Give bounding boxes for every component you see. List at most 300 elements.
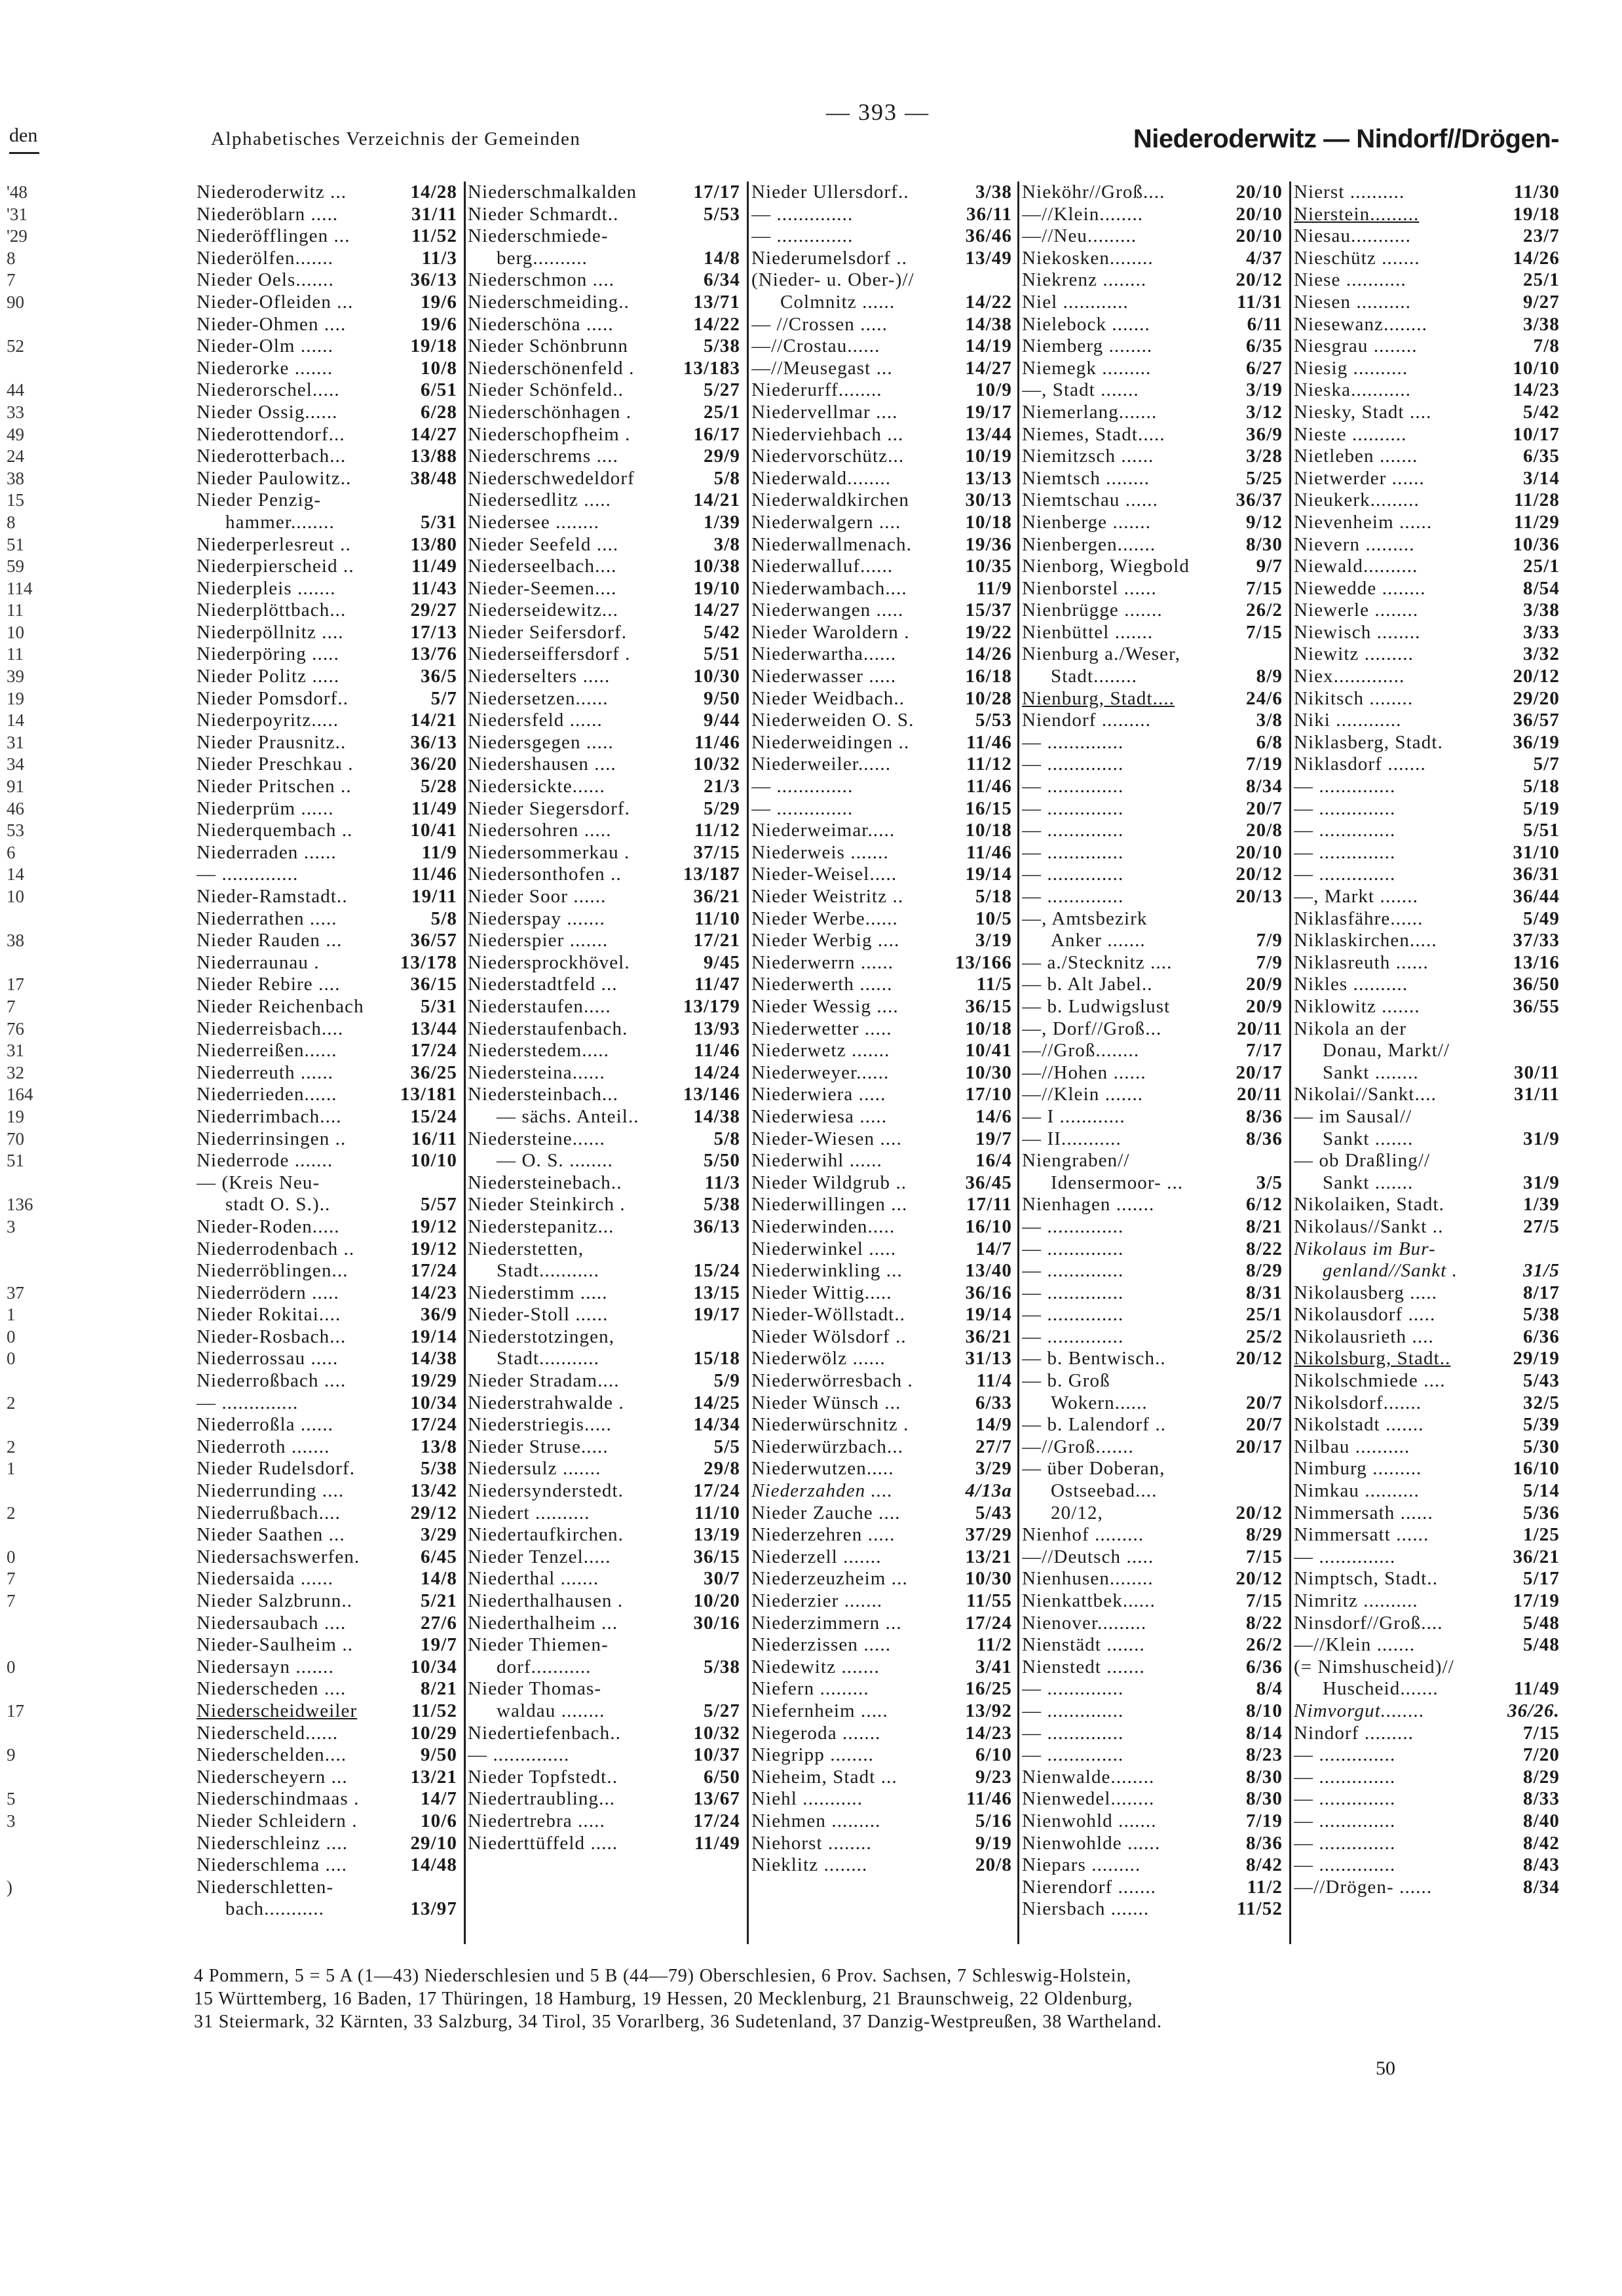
place-name: Niklasberg, Stadt. [1294, 731, 1443, 753]
region-page-reference: 36/13 [410, 269, 457, 291]
index-entry [1022, 1414, 1285, 1436]
page-number: — 393 — [826, 99, 930, 125]
region-page-reference: 19/22 [965, 621, 1012, 643]
place-name: Niederschlema .... [197, 1854, 347, 1876]
region-page-reference: 31/5 [1523, 1260, 1560, 1282]
region-page-reference: 29/8 [704, 1458, 740, 1480]
index-entry [751, 1326, 1015, 1349]
region-page-reference: 9/19 [975, 1832, 1012, 1854]
margin-fragment: 31 [7, 1041, 24, 1061]
place-name: Niederwartha...... [751, 643, 897, 665]
legend-line: 15 Württemberg, 16 Baden, 17 Thüringen, 18 Hamburg, 19 Hessen, 20 Mecklenburg, 21 Braunschweig, 22 Oldenburg, [194, 1989, 1133, 2009]
region-page-reference: 5/28 [421, 776, 457, 797]
margin-fragment [7, 1854, 52, 1877]
region-page-reference: 14/22 [965, 291, 1012, 313]
place-name: — sächs. Anteil.. [497, 1105, 639, 1127]
region-page-reference: 16/10 [1513, 1458, 1560, 1480]
place-name: Nienwohlde ...... [1022, 1832, 1161, 1854]
region-page-reference: 10/32 [693, 1722, 740, 1744]
place-name: (= Nimshuscheid)// [1294, 1656, 1454, 1677]
index-entry [468, 1678, 743, 1700]
place-name: —//Crostau...... [751, 335, 880, 357]
region-page-reference: 5/38 [704, 1194, 740, 1215]
place-name: Nieder Ossig...... [197, 401, 338, 423]
region-page-reference: 14/26 [965, 643, 1012, 665]
index-entry [751, 1040, 1015, 1062]
margin-fragment: 70 [7, 1128, 24, 1149]
place-name: Nietleben ....... [1294, 446, 1418, 467]
index-entry [1294, 1062, 1562, 1084]
margin-fragment: 136 [7, 1195, 33, 1215]
region-page-reference: 10/34 [410, 1656, 457, 1677]
region-page-reference: 5/25 [1246, 467, 1283, 489]
index-entry [197, 1877, 460, 1899]
index-entry [1022, 666, 1285, 688]
region-page-reference [1217, 908, 1285, 930]
region-page-reference: 8/34 [1523, 1876, 1560, 1898]
index-entry [1294, 798, 1562, 820]
region-page-reference: 6/11 [1247, 313, 1283, 335]
place-name: Niedervorschütz... [751, 446, 905, 467]
region-page-reference: 5/18 [1523, 776, 1560, 797]
region-page-reference: 20/7 [1246, 1392, 1283, 1413]
place-name: — .............. [1294, 864, 1396, 885]
place-name: Huscheid....... [1323, 1678, 1439, 1700]
place-name: —//Klein ....... [1022, 1084, 1144, 1105]
index-entry [1294, 225, 1562, 248]
place-name: Nikitsch ........ [1294, 687, 1414, 709]
region-page-reference: 3/38 [1523, 313, 1560, 335]
place-name: — .............. [1022, 1304, 1124, 1326]
index-entry [1294, 1326, 1562, 1349]
region-page-reference: 8/10 [1246, 1700, 1283, 1721]
margin-fragment: 37 [7, 1282, 24, 1303]
index-entry [1294, 204, 1562, 226]
index-entry [468, 489, 743, 512]
margin-fragment: 44 [7, 380, 24, 400]
index-entry [1022, 776, 1285, 798]
index-entry [1022, 1128, 1285, 1151]
region-page-reference: 29/20 [1513, 687, 1560, 709]
index-entry [1294, 1304, 1562, 1326]
place-name: Nieder Rudelsdorf. [197, 1458, 356, 1480]
place-name: Niedersfeld ...... [468, 710, 603, 731]
region-page-reference: 36/46 [965, 225, 1012, 247]
index-entry [468, 952, 743, 974]
divider [9, 152, 39, 154]
place-name: Nieder-Ofleiden ... [197, 291, 354, 313]
place-name: Niederroßbach .... [197, 1370, 347, 1392]
index-entry [1022, 1216, 1285, 1238]
index-column-5 [1294, 182, 1562, 1898]
place-name: Nieder Preschkau . [197, 754, 354, 775]
region-page-reference: 36/13 [693, 1215, 740, 1237]
place-name: Niklowitz ....... [1294, 995, 1420, 1017]
index-entry [197, 1744, 460, 1767]
place-name: Anker ....... [1051, 930, 1146, 951]
index-entry [1022, 225, 1285, 248]
region-page-reference: 10/20 [693, 1590, 740, 1611]
region-page-reference: 10/28 [965, 687, 1012, 709]
index-entry [468, 1458, 743, 1480]
region-page-reference: 13/179 [683, 995, 740, 1017]
place-name: Niedersedlitz ..... [468, 489, 612, 511]
region-page-reference: 16/10 [965, 1215, 1012, 1237]
margin-fragment: 0 [7, 1326, 16, 1347]
index-entry [1022, 1744, 1285, 1767]
place-name: genland//Sankt . [1323, 1260, 1458, 1282]
index-entry [1294, 1172, 1562, 1195]
index-entry [751, 1260, 1015, 1282]
legend-line: 31 Steiermark, 32 Kärnten, 33 Salzburg, 34 Tirol, 35 Vorarlberg, 36 Sudetenland, 37 Danzig-Westpreußen, 38 Wartheland. [194, 2012, 1162, 2032]
region-page-reference: 5/9 [713, 1370, 740, 1392]
place-name: 20/12, [1051, 1502, 1103, 1523]
region-page-reference: 14/24 [693, 1062, 740, 1083]
index-entry [197, 600, 460, 622]
region-page-reference: 11/12 [694, 820, 740, 841]
region-page-reference: 13/97 [410, 1898, 457, 1920]
index-entry [197, 512, 460, 534]
place-name: Nimvorgut........ [1294, 1700, 1425, 1721]
place-name: Niewald.......... [1294, 556, 1418, 577]
region-page-reference: 20/13 [1235, 886, 1283, 907]
place-name: Niederscheld...... [197, 1722, 339, 1744]
region-page-reference [675, 1678, 743, 1700]
index-entry [751, 886, 1015, 908]
index-entry [1022, 424, 1285, 446]
region-page-reference: 27/5 [1523, 1215, 1560, 1237]
index-entry [1022, 643, 1285, 666]
index-entry [751, 379, 1015, 402]
margin-fragment: 0 [7, 1349, 16, 1369]
index-entry [751, 1810, 1015, 1833]
place-name: Niederroth ....... [197, 1436, 330, 1457]
index-entry [1022, 1194, 1285, 1216]
region-page-reference: 10/29 [410, 1722, 457, 1744]
margin-fragment: 31 [7, 732, 24, 752]
index-entry [468, 1744, 743, 1767]
region-page-reference: 19/14 [965, 1304, 1012, 1326]
place-name: Niederttüffeld ..... [468, 1832, 618, 1854]
index-entry [751, 710, 1015, 732]
place-name: Nievenheim ...... [1294, 511, 1433, 533]
place-name: Wokern...... [1051, 1392, 1148, 1413]
region-page-reference: 11/43 [411, 577, 457, 599]
place-name: Niederwörresbach . [751, 1370, 913, 1392]
region-page-reference: 20/7 [1246, 1414, 1283, 1436]
region-page-reference: 5/48 [1523, 1612, 1560, 1634]
region-page-reference: 13/40 [965, 1260, 1012, 1282]
index-entry [1294, 996, 1562, 1018]
index-entry [468, 1392, 743, 1415]
index-entry [1022, 1700, 1285, 1723]
region-page-reference: 5/39 [1523, 1414, 1560, 1436]
index-entry [751, 1436, 1015, 1459]
place-name: Niedersaubach .... [197, 1612, 347, 1634]
region-page-reference [1217, 1370, 1285, 1392]
place-name: Sankt ....... [1323, 1172, 1414, 1193]
index-entry [1294, 886, 1562, 908]
region-page-reference: 10/32 [693, 754, 740, 775]
place-name: Niederrinsingen .. [197, 1128, 347, 1149]
index-entry [751, 512, 1015, 534]
place-name: Niederreisbach.... [197, 1018, 344, 1039]
index-entry [1294, 1106, 1562, 1128]
place-name: — .............. [751, 797, 854, 819]
place-name: — .............. [1294, 1854, 1396, 1876]
index-entry [197, 864, 460, 886]
margin-fragment [7, 1260, 52, 1282]
place-name: Nieklitz ........ [751, 1854, 868, 1876]
region-page-reference: 9/27 [1523, 291, 1560, 313]
region-page-reference: 19/12 [410, 1215, 457, 1237]
index-entry [751, 1172, 1015, 1195]
region-page-reference [392, 489, 460, 512]
place-name: Niederspay ....... [468, 908, 605, 929]
index-entry [751, 1392, 1015, 1415]
region-page-reference [675, 225, 743, 248]
region-page-reference: 8/29 [1246, 1524, 1283, 1546]
region-page-reference: 13/67 [693, 1788, 740, 1810]
index-entry [751, 556, 1015, 578]
place-name: Niederviehbach ... [751, 423, 904, 445]
place-name: Nienwohld ....... [1022, 1810, 1157, 1831]
place-name: Nimburg ......... [1294, 1458, 1422, 1480]
region-page-reference: 17/19 [1513, 1590, 1560, 1611]
index-entry [1022, 534, 1285, 556]
place-name: Niederwihl ...... [751, 1150, 882, 1172]
index-entry [197, 225, 460, 248]
place-name: Nieder Paulowitz.. [197, 467, 352, 489]
index-entry [197, 1634, 460, 1656]
index-entry [751, 1502, 1015, 1525]
index-entry [751, 1568, 1015, 1590]
place-name: Nienbrügge ....... [1022, 600, 1163, 621]
index-entry [468, 1656, 743, 1679]
index-entry [468, 1524, 743, 1546]
margin-fragment [7, 314, 52, 336]
place-name: Niederwerrn ...... [751, 951, 894, 973]
region-page-reference: 11/3 [421, 247, 457, 269]
index-entry [1022, 1260, 1285, 1282]
region-page-reference: 1/39 [1523, 1194, 1560, 1215]
place-name: — .............. [1022, 731, 1124, 753]
region-page-reference: 7/20 [1523, 1744, 1560, 1766]
place-name: Niemerlang....... [1022, 401, 1158, 423]
margin-fragment [7, 1370, 52, 1392]
region-page-reference: 36/25 [410, 1062, 457, 1083]
region-page-reference: 5/27 [704, 1700, 740, 1721]
region-page-reference: 19/7 [975, 1128, 1012, 1149]
index-entry [1022, 248, 1285, 270]
region-page-reference: 10/5 [975, 908, 1012, 929]
region-page-reference: 1/39 [704, 511, 740, 533]
region-page-reference: 5/36 [1523, 1502, 1560, 1523]
place-name: Niederurff........ [751, 379, 882, 401]
region-page-reference: 17/24 [693, 1480, 740, 1502]
region-page-reference: 10/9 [975, 379, 1012, 401]
place-name: — .............. [1022, 886, 1124, 907]
index-entry [1022, 182, 1285, 204]
region-page-reference: 3/8 [713, 533, 740, 555]
place-name: stadt O. S.).. [225, 1194, 331, 1215]
region-page-reference: 14/27 [410, 423, 457, 445]
place-name: Niederrimbach.... [197, 1105, 342, 1127]
place-name: Niemitzsch ...... [1022, 446, 1154, 467]
place-name: Niemberg ........ [1022, 335, 1153, 357]
place-name: Niederseelbach.... [468, 556, 617, 577]
place-name: Nieder Reichenbach [197, 995, 364, 1017]
region-page-reference: 36/26. [1507, 1700, 1560, 1721]
place-name: Nieder Penzig- [197, 489, 322, 511]
place-name: Niederschöna ..... [468, 313, 614, 335]
index-entry [1022, 1590, 1285, 1613]
place-name: —//Deutsch ..... [1022, 1546, 1154, 1567]
index-entry [468, 1238, 743, 1261]
place-name: Nimmersath ...... [1294, 1502, 1433, 1523]
index-entry [751, 1700, 1015, 1723]
place-name: Idensermoor- ... [1051, 1172, 1184, 1193]
region-page-reference: 11/46 [411, 864, 457, 885]
place-name: Niehorst ........ [751, 1832, 872, 1854]
place-name: Nievern ......... [1294, 533, 1415, 555]
region-page-reference: 36/21 [693, 886, 740, 907]
place-name: Niedersetzen...... [468, 687, 609, 709]
region-page-reference: 6/27 [1246, 357, 1283, 379]
place-name: Niederschmalkalden [468, 182, 637, 202]
region-page-reference: 25/1 [704, 401, 740, 423]
index-entry [197, 489, 460, 512]
region-page-reference: 13/80 [410, 533, 457, 555]
margin-fragment: 46 [7, 798, 24, 818]
region-page-reference: 14/38 [410, 1348, 457, 1369]
place-name: Nierstein......... [1294, 203, 1420, 225]
index-entry [468, 1590, 743, 1613]
place-name: Niefern ......... [751, 1678, 869, 1700]
index-entry [1294, 402, 1562, 424]
margin-fragment: 11 [7, 600, 24, 621]
region-page-reference: 10/30 [693, 666, 740, 687]
index-entry [1022, 1040, 1285, 1062]
index-entry [468, 314, 743, 336]
place-name: — a./Stecknitz .... [1022, 951, 1173, 973]
region-page-reference: 29/27 [410, 600, 457, 621]
place-name: Niederweidingen .. [751, 731, 910, 753]
region-page-reference: 13/166 [954, 951, 1012, 973]
region-page-reference: 14/6 [975, 1105, 1012, 1127]
place-name: Nieder Schmardt.. [468, 203, 619, 225]
place-name: — O. S. ........ [497, 1150, 613, 1172]
index-entry [197, 248, 460, 270]
region-page-reference: 20/9 [1246, 995, 1283, 1017]
region-page-reference: 5/49 [1523, 908, 1560, 929]
region-page-reference: 5/19 [1523, 797, 1560, 819]
region-page-reference: 11/10 [694, 908, 740, 929]
place-name: — .............. [1022, 1260, 1124, 1282]
region-page-reference: 31/9 [1523, 1128, 1560, 1149]
place-name: Nieköhr//Groß.... [1022, 182, 1165, 202]
index-entry [751, 1304, 1015, 1326]
place-name: Niedersohren ..... [468, 820, 612, 841]
region-page-reference: 27/7 [975, 1436, 1012, 1457]
place-name: Niederschönenfeld . [468, 357, 635, 379]
region-page-reference: 30/16 [693, 1612, 740, 1634]
region-page-reference: 14/23 [965, 1722, 1012, 1744]
margin-fragment: 3 [7, 1216, 16, 1236]
index-entry [1294, 1678, 1562, 1700]
index-entry [751, 1238, 1015, 1261]
place-name: Niederölfen....... [197, 247, 334, 269]
index-entry [1294, 1546, 1562, 1569]
region-page-reference: 4/13a [965, 1480, 1012, 1502]
region-page-reference: 3/28 [1246, 446, 1283, 467]
place-name: Niegeroda ....... [751, 1722, 881, 1744]
margin-fragment: 14 [7, 710, 24, 731]
index-entry [1022, 622, 1285, 644]
region-page-reference [675, 1238, 743, 1261]
region-page-reference: 29/12 [410, 1502, 457, 1523]
place-name: Niederweyer...... [751, 1062, 890, 1083]
place-name: —, Markt ....... [1294, 886, 1418, 907]
margin-fragment: 0 [7, 1546, 16, 1567]
place-name: Niederoderwitz ... [197, 182, 347, 202]
place-name: —//Meusegast ... [751, 357, 893, 379]
region-page-reference: 6/36 [1523, 1326, 1560, 1347]
index-entry [751, 204, 1015, 226]
place-name: — .............. [468, 1744, 570, 1766]
index-entry [197, 1656, 460, 1679]
index-entry [1022, 1326, 1285, 1349]
margin-fragment [7, 1634, 52, 1656]
index-entry [197, 908, 460, 930]
region-page-reference: 11/47 [694, 974, 740, 995]
place-name: Nienwalde........ [1022, 1766, 1155, 1788]
region-page-reference: 6/34 [704, 269, 740, 291]
index-entry [1294, 1502, 1562, 1525]
margin-fragment: 49 [7, 424, 24, 444]
place-name: Niedersickte...... [468, 776, 605, 797]
place-name: — b. Groß [1022, 1370, 1110, 1392]
margin-fragment: ) [7, 1877, 12, 1897]
index-entry [1294, 379, 1562, 402]
index-entry [1294, 1877, 1562, 1899]
place-name: — .............. [1022, 1215, 1124, 1237]
index-entry [468, 930, 743, 952]
index-entry [197, 820, 460, 842]
place-name: Niedertrebra ..... [468, 1810, 605, 1831]
index-entry [468, 1634, 743, 1656]
index-entry [197, 688, 460, 710]
place-name: Niklasdorf ....... [1294, 754, 1426, 775]
legend-line: 4 Pommern, 5 = 5 A (1—43) Niederschlesien und 5 B (44—79) Oberschlesien, 6 Prov. Sachsen, 7 Schleswig-Holstein, [194, 1966, 1132, 1986]
index-entry [468, 732, 743, 754]
region-page-reference: 5/18 [975, 886, 1012, 907]
region-page-reference: 14/9 [975, 1414, 1012, 1436]
region-page-reference: 5/38 [421, 1458, 457, 1480]
place-name: Niederseidewitz... [468, 600, 618, 621]
index-entry [1294, 292, 1562, 314]
region-page-reference: 11/29 [1514, 511, 1560, 533]
index-entry [1022, 952, 1285, 974]
place-name: Niedersteine...... [468, 1128, 605, 1149]
index-entry [1294, 600, 1562, 622]
region-page-reference: 19/18 [410, 335, 457, 357]
margin-fragment: 34 [7, 754, 24, 775]
region-page-reference: 13/178 [400, 951, 457, 973]
place-name: — .............. [1294, 1744, 1396, 1766]
place-name: Stadt........... [497, 1260, 599, 1282]
index-entry [197, 1723, 460, 1745]
